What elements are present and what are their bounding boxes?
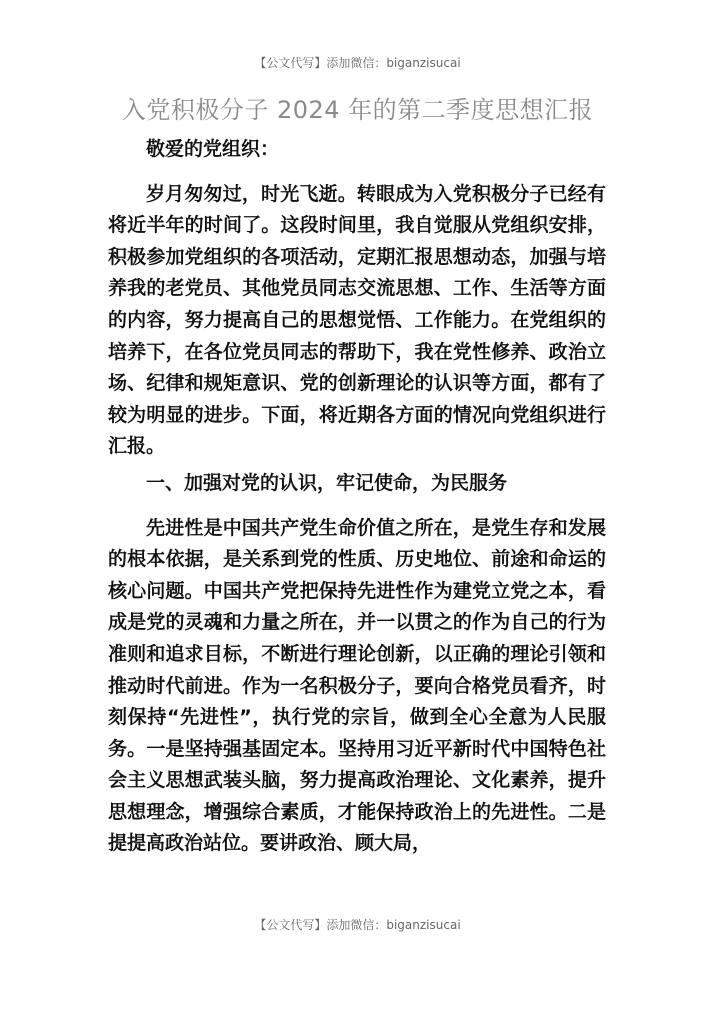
salutation: 敬爱的党组织：	[146, 138, 280, 160]
header-watermark-note: 【公文代写】添加微信：biganzisucai	[254, 56, 461, 70]
paragraph-section-1: 先进性是中国共产党生命价值之所在，是党生存和发展的根本依据，是关系到党的性质、历史地位、前途和命运的核心问题。中国共产党把保持先进性作为建党立党之本，看成是党的灵魂和力量之所在，并一以贯之的作为自己的行为准则和追求目标，不断进行理论创新，以正确的理论引领和推动时代前进。作为一名积极分子，要向合格党员看齐，时刻保持“先进性”，执行党的宗旨，做到全心全意为人民服务。一是坚持强基固定本。坚持用习近平新时代中国特色社会主义思想武装头脑，努力提高政治理论、文化素养，提升思想理念，增强综合素质，才能保持政治上的先进性。二是提提高政治站位。要讲政治、顾大局，	[108, 516, 606, 855]
section-heading-1: 一、加强对党的认识，牢记使命，为民服务	[146, 471, 508, 494]
footer-watermark-note: 【公文代写】添加微信：biganzisucai	[254, 918, 461, 932]
document-title: 入党积极分子 2024 年的第二季度思想汇报	[121, 96, 594, 124]
document-body	[108, 134, 606, 865]
paragraph-intro: 岁月匆匆过，时光飞逝。转眼成为入党积极分子已经有将近半年的时间了。这段时间里，我自觉服从党组织安排，积极参加党组织的各项活动，定期汇报思想动态，加强与培养我的老党员、其他党员同志交流思想、工作、生活等方面的内容，努力提高自己的思想觉悟、工作能力。在党组织的培养下，在各位党员同志的帮助下，我在党性修养、政治立场、纪律和规矩意识、党的创新理论的认识等方面，都有了较为明显的进步。下面，将近期各方面的情况向党组织进行汇报。	[108, 182, 606, 458]
